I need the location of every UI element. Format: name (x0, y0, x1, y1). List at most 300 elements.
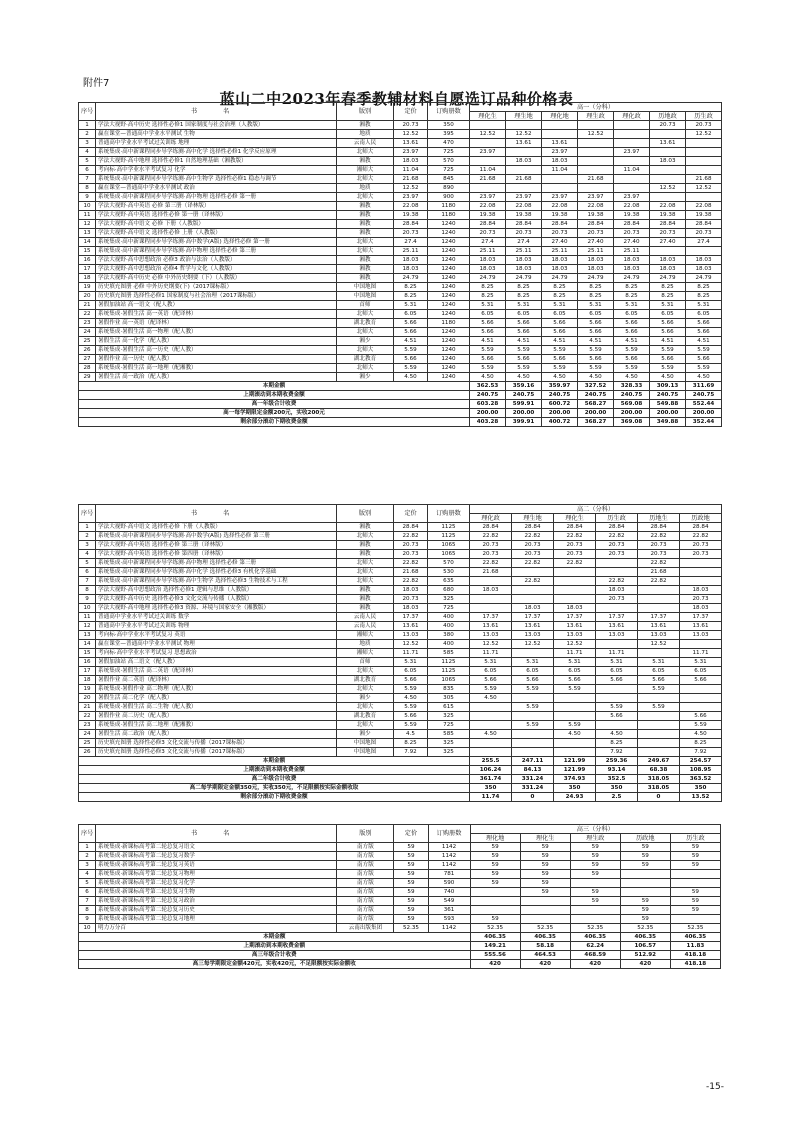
table-cell: 25.11 (578, 247, 614, 256)
table-cell: 19 (79, 685, 96, 694)
table-cell: 8.25 (542, 283, 578, 292)
table-cell: 20.73 (680, 595, 722, 604)
table-cell (680, 568, 722, 577)
table-row (79, 238, 722, 247)
table-cell: 5.66 (686, 319, 722, 328)
table-cell: 系统集成·高中新课程同步导学练测·高中物理 选择性必修 第三册 (96, 247, 337, 256)
table-cell: 680 (428, 586, 470, 595)
table-cell: 1065 (428, 541, 470, 550)
table-cell (670, 915, 720, 924)
table-cell: 5.59 (638, 703, 680, 712)
summary-value: 149.21 (470, 942, 520, 951)
table-row (79, 861, 721, 870)
table-cell: 27 (79, 355, 96, 364)
table-cell: 22 (79, 712, 96, 721)
table-cell: 5.66 (542, 319, 578, 328)
table-cell (620, 870, 670, 879)
table-cell: 325 (428, 748, 470, 757)
table-cell: 5.66 (614, 319, 650, 328)
table-cell: 18.03 (470, 256, 506, 265)
table-cell: 4.50 (554, 730, 596, 739)
table-cell: 13.61 (394, 139, 428, 148)
table-cell: 59 (470, 915, 520, 924)
table-cell: 5.31 (394, 658, 428, 667)
table-cell: 7 (79, 577, 96, 586)
table-cell: 14 (79, 238, 96, 247)
table-cell: 59 (470, 879, 520, 888)
summary-value: 328.33 (614, 382, 650, 391)
table-cell: 湘教 (337, 121, 394, 130)
table-cell: 湘少 (337, 730, 394, 739)
table-cell: 考向标·高中学业水平考试复习 思想政治 (96, 649, 337, 658)
table-cell: 暑假生活 高二化学（配人教） (96, 694, 337, 703)
summary-value: 121.99 (554, 766, 596, 775)
table-cell: 2 (79, 852, 96, 861)
table-cell: 系统集成·高中新课程同步导学练测·高中物理 选择性必修 第一册 (96, 193, 337, 202)
table-cell: 8 (79, 184, 96, 193)
table-cell: 12.52 (638, 640, 680, 649)
table-cell: 24 (79, 328, 96, 337)
table-cell: 28.84 (542, 220, 578, 229)
table-cell: 22.82 (596, 577, 638, 586)
table-cell: 18.03 (650, 157, 686, 166)
table-cell: 52.35 (394, 924, 428, 933)
table-cell: 5.31 (470, 301, 506, 310)
header-price: 定价 (394, 825, 428, 843)
table-cell: 1125 (428, 667, 470, 676)
table-row (79, 915, 721, 924)
summary-value: 240.75 (578, 391, 614, 400)
table-cell: 395 (428, 130, 470, 139)
table-cell: 湖北教育 (337, 676, 394, 685)
table-cell: 21 (79, 301, 96, 310)
summary-row (79, 775, 722, 784)
table-cell: 59 (570, 897, 620, 906)
table-cell: 5.66 (470, 319, 506, 328)
table-row (79, 274, 722, 283)
table-cell: 21.68 (470, 568, 512, 577)
table-cell: 15 (79, 649, 96, 658)
table-cell (470, 604, 512, 613)
table-cell: 5.59 (554, 721, 596, 730)
table-cell: 19.38 (614, 211, 650, 220)
table-cell: 4.50 (686, 373, 722, 382)
summary-label: 本期金额 (79, 382, 470, 391)
table-cell: 系统集成·高中新课程同步导学练测·高中生物学 选择性必修3 生物技术与工程 (96, 577, 337, 586)
table-cell: 21.68 (578, 175, 614, 184)
table-cell: 59 (470, 861, 520, 870)
header-qty: 订购册数 (428, 103, 470, 121)
table-cell: 59 (520, 852, 570, 861)
table-cell: 5.59 (394, 721, 428, 730)
table-cell: 20.73 (512, 541, 554, 550)
table-cell: 5.31 (596, 658, 638, 667)
header-no: 序号 (79, 505, 96, 523)
table-cell: 13 (79, 229, 96, 238)
table-cell: 4.50 (506, 373, 542, 382)
table-cell: 13.61 (470, 622, 512, 631)
table-cell: 1240 (428, 373, 470, 382)
table-cell (512, 694, 554, 703)
table-cell (578, 157, 614, 166)
table-row (79, 256, 722, 265)
table-cell: 59 (394, 888, 428, 897)
table-cell (578, 121, 614, 130)
table-cell: 20.73 (650, 229, 686, 238)
table-cell: 26 (79, 346, 96, 355)
table-cell: 28.84 (638, 523, 680, 532)
table-row (79, 712, 722, 721)
table-cell: 59 (620, 915, 670, 924)
table-cell: 5.66 (686, 328, 722, 337)
table-cell: 系统集成·暑假生活 高一英语（配译林） (96, 310, 337, 319)
table-cell: 26 (79, 748, 96, 757)
summary-value: 359.97 (542, 382, 578, 391)
table-cell: 25.11 (394, 247, 428, 256)
table-cell: 5.59 (470, 346, 506, 355)
header-price: 定价 (394, 103, 428, 121)
table-cell: 900 (428, 193, 470, 202)
combo-header: 历政地 (680, 514, 722, 523)
table-cell: 1240 (428, 256, 470, 265)
table-cell: 5.66 (680, 712, 722, 721)
table-cell (638, 649, 680, 658)
table-cell: 学法大视野·高中思想政治 必修4 哲学与文化（人教版） (96, 265, 337, 274)
table-cell: 13.61 (650, 139, 686, 148)
table-cell: 18.03 (596, 586, 638, 595)
table-cell: 11.04 (614, 166, 650, 175)
header-row (79, 103, 722, 112)
combo-header: 理生地 (506, 112, 542, 121)
table-cell: 13 (79, 631, 96, 640)
table-cell: 历史填充图册 选择性必修1 国家制度与社会治理（2017课标版） (96, 292, 337, 301)
table-cell: 5.66 (394, 355, 428, 364)
summary-value: 240.75 (686, 391, 722, 400)
combo-header: 历政地 (620, 834, 670, 843)
summary-value: 555.56 (470, 951, 520, 960)
table-cell: 系统集成·高中新课程同步导学练测·高中化学 选择性必修1 化学反应原理 (96, 148, 337, 157)
table-cell (680, 577, 722, 586)
summary-value: 200.00 (470, 409, 506, 418)
table-cell (506, 166, 542, 175)
table-cell: 1240 (428, 337, 470, 346)
table-cell: 11.04 (394, 166, 428, 175)
table-cell: 6.05 (554, 667, 596, 676)
summary-value: 359.16 (506, 382, 542, 391)
table-cell: 5.59 (512, 685, 554, 694)
combo-header: 历生政 (596, 514, 638, 523)
combo-header: 历地生 (638, 514, 680, 523)
table-cell: 11 (79, 613, 96, 622)
table-cell: 北师大 (337, 175, 394, 184)
table-cell: 湖北教育 (337, 319, 394, 328)
table-cell: 南方版 (337, 870, 394, 879)
table-cell: 59 (394, 897, 428, 906)
table-cell: 湘教 (337, 202, 394, 211)
table-cell: 5.31 (638, 658, 680, 667)
table-cell: 52.35 (520, 924, 570, 933)
table-cell: 5.59 (394, 364, 428, 373)
summary-row (79, 409, 722, 418)
table-cell: 20.73 (554, 550, 596, 559)
summary-label: 高二年级合计收费 (79, 775, 470, 784)
table-cell: 22.82 (512, 559, 554, 568)
table-cell: 5.66 (506, 355, 542, 364)
summary-row (79, 960, 721, 969)
table-cell (638, 748, 680, 757)
summary-value: 418.18 (670, 960, 720, 969)
table-cell: 1142 (428, 924, 470, 933)
summary-value: 106.24 (470, 766, 512, 775)
table-cell: 59 (670, 861, 720, 870)
table-cell: 17.37 (638, 613, 680, 622)
table-cell: 25.11 (506, 247, 542, 256)
table-row (79, 184, 722, 193)
table-cell: 5 (79, 157, 96, 166)
price-table-grade-2 (78, 504, 722, 802)
table-cell: 21 (79, 703, 96, 712)
summary-value: 318.05 (638, 775, 680, 784)
table-cell (512, 712, 554, 721)
table-cell: 19.38 (578, 211, 614, 220)
table-cell: 8.25 (680, 739, 722, 748)
table-cell (542, 184, 578, 193)
table-cell: 南方版 (337, 852, 394, 861)
summary-value: 200.00 (578, 409, 614, 418)
table-cell: 6.05 (394, 310, 428, 319)
table-cell: 10 (79, 202, 96, 211)
table-cell: 5.66 (578, 319, 614, 328)
table-cell: 18.03 (578, 256, 614, 265)
table-cell: 400 (428, 613, 470, 622)
table-cell: 系统集成·新课标高考第二轮总复习化学 (96, 879, 337, 888)
table-cell: 1142 (428, 843, 470, 852)
summary-row (79, 757, 722, 766)
table-row (79, 748, 722, 757)
table-cell: 系统集成·高中新课程同步导学练测·高中物理 选择性必修 第三册 (96, 559, 337, 568)
table-cell: 学法大视野·高中思想政治 选择性必修1 逻辑与思维（人教版） (96, 586, 337, 595)
table-cell: 59 (520, 843, 570, 852)
table-cell: 5.59 (506, 346, 542, 355)
summary-value: 350 (554, 784, 596, 793)
table-cell: 11.71 (394, 649, 428, 658)
table-cell: 1065 (428, 676, 470, 685)
table-cell: 25.11 (542, 247, 578, 256)
summary-value: 350 (470, 784, 512, 793)
table-cell: 明力万分百 (96, 924, 337, 933)
summary-value: 331.24 (512, 784, 554, 793)
combo-header: 理化政 (614, 112, 650, 121)
table-cell: 20.73 (506, 229, 542, 238)
table-cell: 4.51 (394, 337, 428, 346)
table-cell (470, 139, 506, 148)
table-cell: 59 (570, 870, 620, 879)
table-cell: 22.82 (470, 559, 512, 568)
table-cell: 20.73 (596, 595, 638, 604)
summary-value: 400.72 (542, 418, 578, 427)
table-row (79, 906, 721, 915)
table-cell: 22.82 (394, 532, 428, 541)
table-cell: 1240 (428, 229, 470, 238)
summary-value: 599.91 (506, 400, 542, 409)
summary-value: 311.69 (686, 382, 722, 391)
table-cell: 22.82 (512, 532, 554, 541)
table-cell (470, 577, 512, 586)
combo-header: 理化地 (470, 834, 520, 843)
table-cell: 17.37 (512, 613, 554, 622)
table-cell: 59 (620, 906, 670, 915)
table-row (79, 211, 722, 220)
table-cell: 16 (79, 658, 96, 667)
table-cell: 学法大视野·高中地理 选择性必修1 自然地理基础（湘教版） (96, 157, 337, 166)
table-cell: 8 (79, 586, 96, 595)
header-no: 序号 (79, 103, 96, 121)
table-cell: 湘教 (337, 220, 394, 229)
table-cell: 52.35 (620, 924, 670, 933)
table-cell: 普通高中学业水平考试过关训练 地理 (96, 139, 337, 148)
table-row (79, 373, 722, 382)
table-cell: 11.04 (470, 166, 506, 175)
table-cell: 59 (670, 906, 720, 915)
table-cell: 13.61 (394, 622, 428, 631)
table-row (79, 595, 722, 604)
combo-header: 理化政 (470, 514, 512, 523)
table-cell: 12 (79, 622, 96, 631)
table-row (79, 577, 722, 586)
table-cell: 2 (79, 532, 96, 541)
summary-value: 240.75 (542, 391, 578, 400)
table-cell (554, 739, 596, 748)
table-cell (542, 130, 578, 139)
table-cell: 普通高中学业水平考试过关训练 物理 (96, 622, 337, 631)
table-cell: 23.97 (614, 193, 650, 202)
table-cell: 暑假生活 高一化学（配人教） (96, 337, 337, 346)
table-cell: 3 (79, 861, 96, 870)
table-cell: 20.73 (470, 229, 506, 238)
summary-value: 68.38 (638, 766, 680, 775)
table-cell: 8.25 (614, 292, 650, 301)
table-cell: 5.66 (470, 355, 506, 364)
combo-header: 理化生 (554, 514, 596, 523)
table-cell: 27.40 (578, 238, 614, 247)
table-cell: 北师大 (337, 238, 394, 247)
table-cell: 12 (79, 220, 96, 229)
table-row (79, 888, 721, 897)
table-cell: 南方版 (337, 879, 394, 888)
table-cell: 18.03 (394, 256, 428, 265)
table-cell: 4.50 (680, 730, 722, 739)
table-cell: 725 (428, 148, 470, 157)
table-cell (596, 721, 638, 730)
table-row (79, 283, 722, 292)
table-cell: 725 (428, 604, 470, 613)
summary-label: 高三每学期限定金额420元，实收420元，不足限额按实际金额收 (79, 960, 471, 969)
table-cell: 湘教 (337, 550, 394, 559)
table-cell: 1142 (428, 852, 470, 861)
table-cell: 570 (428, 559, 470, 568)
summary-value: 11.83 (670, 942, 720, 951)
table-cell (596, 604, 638, 613)
summary-value: 468.59 (570, 951, 620, 960)
table-cell: 18.03 (506, 256, 542, 265)
table-cell: 19.38 (470, 211, 506, 220)
table-cell: 59 (470, 852, 520, 861)
table-cell: 5.66 (650, 328, 686, 337)
combo-header: 理化生 (520, 834, 570, 843)
table-cell: 历史填充图册 选择性必修3 文化交流与传播（2017课标版） (96, 748, 337, 757)
table-cell: 27.40 (650, 238, 686, 247)
table-row (79, 157, 722, 166)
table-cell: 14 (79, 640, 96, 649)
table-cell (680, 559, 722, 568)
table-cell: 5.66 (596, 676, 638, 685)
table-cell: 5.59 (686, 346, 722, 355)
table-row (79, 640, 722, 649)
table-cell: 5.59 (542, 346, 578, 355)
table-cell: 305 (428, 694, 470, 703)
table-cell: 18.03 (512, 604, 554, 613)
header-qty: 订购册数 (428, 505, 470, 523)
table-cell: 8.25 (394, 292, 428, 301)
table-cell (512, 586, 554, 595)
table-cell: 27.40 (542, 238, 578, 247)
table-row (79, 301, 722, 310)
table-cell: 8.25 (542, 292, 578, 301)
table-cell: 28.84 (686, 220, 722, 229)
table-cell (554, 703, 596, 712)
table-cell: 19.38 (506, 211, 542, 220)
table-cell: 5.66 (686, 355, 722, 364)
combo-header: 历地政 (650, 112, 686, 121)
table-cell: 6.05 (542, 310, 578, 319)
table-cell: 5.59 (650, 364, 686, 373)
table-cell: 5.59 (638, 685, 680, 694)
table-cell: 740 (428, 888, 470, 897)
table-cell: 19.38 (686, 211, 722, 220)
summary-value: 106.57 (620, 942, 670, 951)
table-cell (578, 166, 614, 175)
table-cell: 615 (428, 703, 470, 712)
table-cell: 12.52 (554, 640, 596, 649)
summary-value: 568.27 (578, 400, 614, 409)
table-cell: 22.82 (554, 532, 596, 541)
table-cell (470, 897, 520, 906)
summary-value: 350 (596, 784, 638, 793)
summary-value: 240.75 (470, 391, 506, 400)
table-cell: 8.25 (614, 283, 650, 292)
table-cell: 5 (79, 559, 96, 568)
table-cell: 4.51 (578, 337, 614, 346)
table-cell: 系统集成·新课标高考第二轮总复习英语 (96, 861, 337, 870)
table-cell: 21.68 (394, 568, 428, 577)
table-cell: 系统集成·暑假生活 高二地理（配湘教） (96, 721, 337, 730)
table-cell: 18.03 (554, 604, 596, 613)
table-cell: 1240 (428, 355, 470, 364)
table-cell (578, 139, 614, 148)
table-cell: 22.08 (394, 202, 428, 211)
table-cell: 59 (670, 897, 720, 906)
summary-value: 352.44 (686, 418, 722, 427)
table-cell: 湘教 (337, 523, 394, 532)
table-cell: 59 (394, 870, 428, 879)
table-cell: 18.03 (686, 265, 722, 274)
table-cell (680, 685, 722, 694)
table-cell: 325 (428, 739, 470, 748)
table-cell (512, 739, 554, 748)
table-row (79, 166, 722, 175)
table-cell: 9 (79, 193, 96, 202)
table-cell: 5.66 (542, 355, 578, 364)
